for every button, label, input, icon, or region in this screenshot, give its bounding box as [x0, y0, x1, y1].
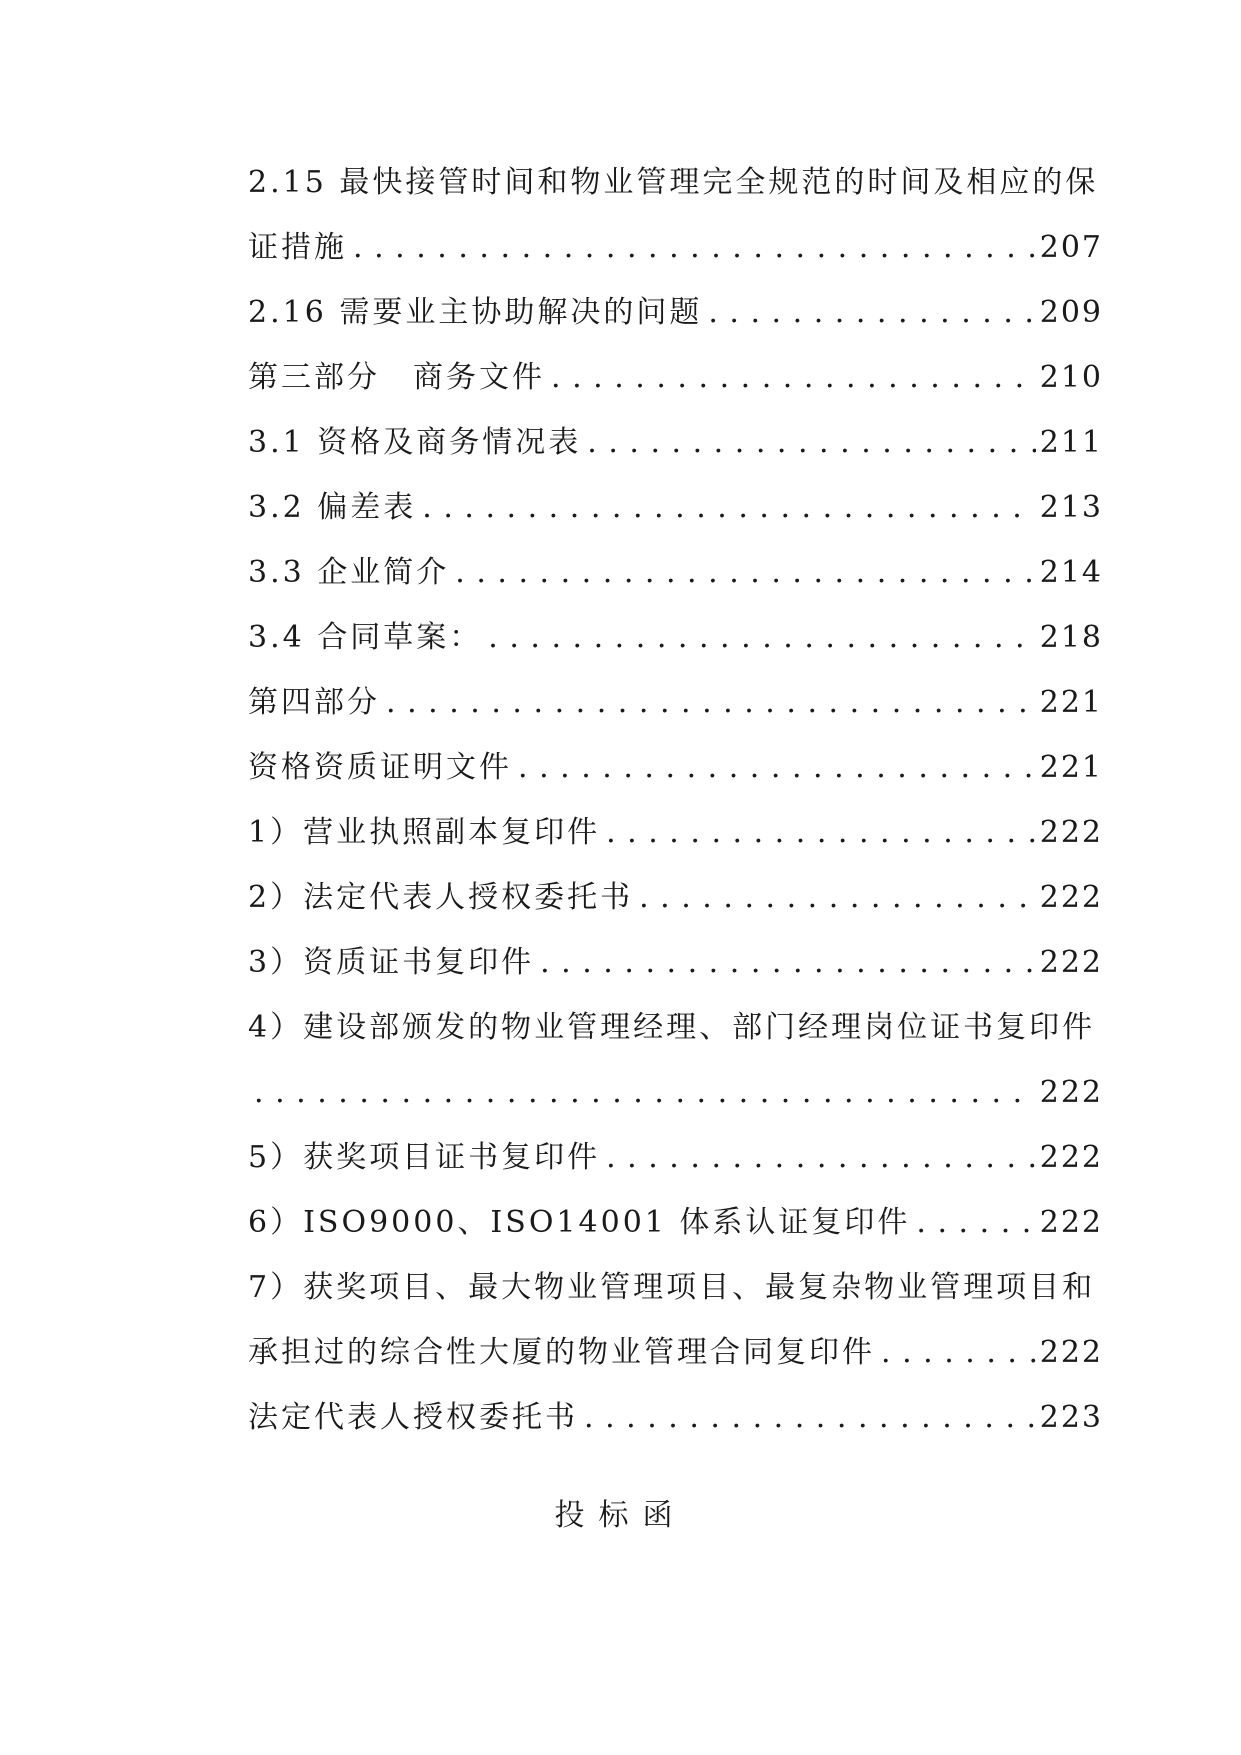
toc-entry[interactable]	[248, 670, 1103, 735]
toc-entry[interactable]	[248, 1125, 1103, 1190]
toc-entry[interactable]	[248, 280, 1103, 345]
dot-leader	[449, 540, 1035, 605]
dot-leader	[512, 735, 1036, 800]
toc-entry-title: 法定代表人授权委托书	[248, 1400, 578, 1435]
dot-leader	[482, 605, 1035, 670]
toc-entry-title: 6）ISO9000、ISO14001 体系认证复印件	[248, 1205, 911, 1240]
toc-entry[interactable]	[248, 345, 1103, 410]
toc-entry-title: 2.16 需要业主协助解决的问题	[248, 295, 703, 330]
dot-leader	[633, 865, 1036, 930]
toc-entry[interactable]	[248, 930, 1103, 995]
dot-leader	[702, 280, 1035, 345]
toc-entry-title: 第三部分 商务文件	[248, 360, 545, 395]
dot-leader	[578, 1385, 1036, 1450]
toc-entry[interactable]	[248, 410, 1103, 475]
section-heading: 投标函	[554, 1498, 687, 1533]
toc-entry-title-line: 4）建设部颁发的物业管理经理、部门经理岗位证书复印件	[248, 1010, 1096, 1045]
dot-leader	[545, 345, 1036, 410]
toc-entry-title: 2）法定代表人授权委托书	[248, 880, 634, 915]
toc-entry-page: 222	[1039, 1140, 1103, 1175]
toc-entry[interactable]	[248, 1060, 1103, 1125]
toc-entry-page: 222	[1039, 880, 1103, 915]
toc-entry[interactable]	[248, 800, 1103, 865]
toc-entry-title: 3.4 合同草案：	[248, 620, 483, 655]
toc-entry[interactable]	[248, 865, 1103, 930]
dot-leader	[875, 1320, 1036, 1385]
toc-entry[interactable]	[248, 605, 1103, 670]
toc-entry-page: 222	[1039, 1075, 1103, 1110]
toc-entry[interactable]	[248, 735, 1103, 800]
toc-entry-title-line: 7）获奖项目、最大物业管理项目、最复杂物业管理项目和	[248, 1270, 1096, 1305]
toc-entry-first-line	[248, 995, 1103, 1060]
toc-entry-title: 第四部分	[248, 685, 380, 720]
toc-entry-page: 222	[1039, 1205, 1103, 1240]
toc-entry-title: 3）资质证书复印件	[248, 945, 535, 980]
toc-entry-page: 221	[1039, 685, 1103, 720]
toc-entry-page: 218	[1039, 620, 1103, 655]
toc-entry-title: 资格资质证明文件	[248, 750, 512, 785]
toc-entry-title: 3.2 偏差表	[248, 490, 417, 525]
dot-leader	[910, 1190, 1035, 1255]
toc-entry[interactable]	[248, 215, 1103, 280]
toc-entry-page: 207	[1039, 230, 1103, 265]
toc-entry-title: 3.3 企业简介	[248, 555, 450, 590]
toc-entry-page: 222	[1039, 815, 1103, 850]
toc-entry-title: 3.1 资格及商务情况表	[248, 425, 582, 460]
toc-entry-title: 1）营业执照副本复印件	[248, 815, 601, 850]
toc-entry-page: 209	[1039, 295, 1103, 330]
toc-entry-title: 证措施	[248, 230, 347, 265]
dot-leader	[534, 930, 1036, 995]
toc-entry-page: 213	[1039, 490, 1103, 525]
toc-entry-title: 5）获奖项目证书复印件	[248, 1140, 601, 1175]
toc-entry[interactable]	[248, 1320, 1103, 1385]
dot-leader	[600, 1125, 1036, 1190]
toc-entry-page: 222	[1039, 1335, 1103, 1370]
toc-entry-title-line: 2.15 最快接管时间和物业管理完全规范的时间及相应的保	[248, 165, 1099, 200]
toc-entry-first-line	[248, 150, 1103, 215]
toc-entry-title: 承担过的综合性大厦的物业管理合同复印件	[248, 1335, 875, 1370]
toc-entry[interactable]	[248, 540, 1103, 605]
dot-leader	[380, 670, 1036, 735]
toc-entry-page: 210	[1039, 360, 1103, 395]
toc-entry-page: 222	[1039, 945, 1103, 980]
toc-entry[interactable]	[248, 1385, 1103, 1450]
toc-entry-page: 223	[1039, 1400, 1103, 1435]
dot-leader	[600, 800, 1036, 865]
toc-entry-first-line	[248, 1255, 1103, 1320]
dot-leader	[248, 1060, 1036, 1125]
toc-entry[interactable]	[248, 1190, 1103, 1255]
toc-entry-page: 221	[1039, 750, 1103, 785]
dot-leader	[416, 475, 1035, 540]
table-of-contents	[248, 150, 1103, 1450]
dot-leader	[347, 215, 1036, 280]
toc-entry-page: 211	[1039, 425, 1103, 460]
dot-leader	[581, 410, 1035, 475]
toc-entry[interactable]	[248, 475, 1103, 540]
toc-entry-page: 214	[1039, 555, 1103, 590]
